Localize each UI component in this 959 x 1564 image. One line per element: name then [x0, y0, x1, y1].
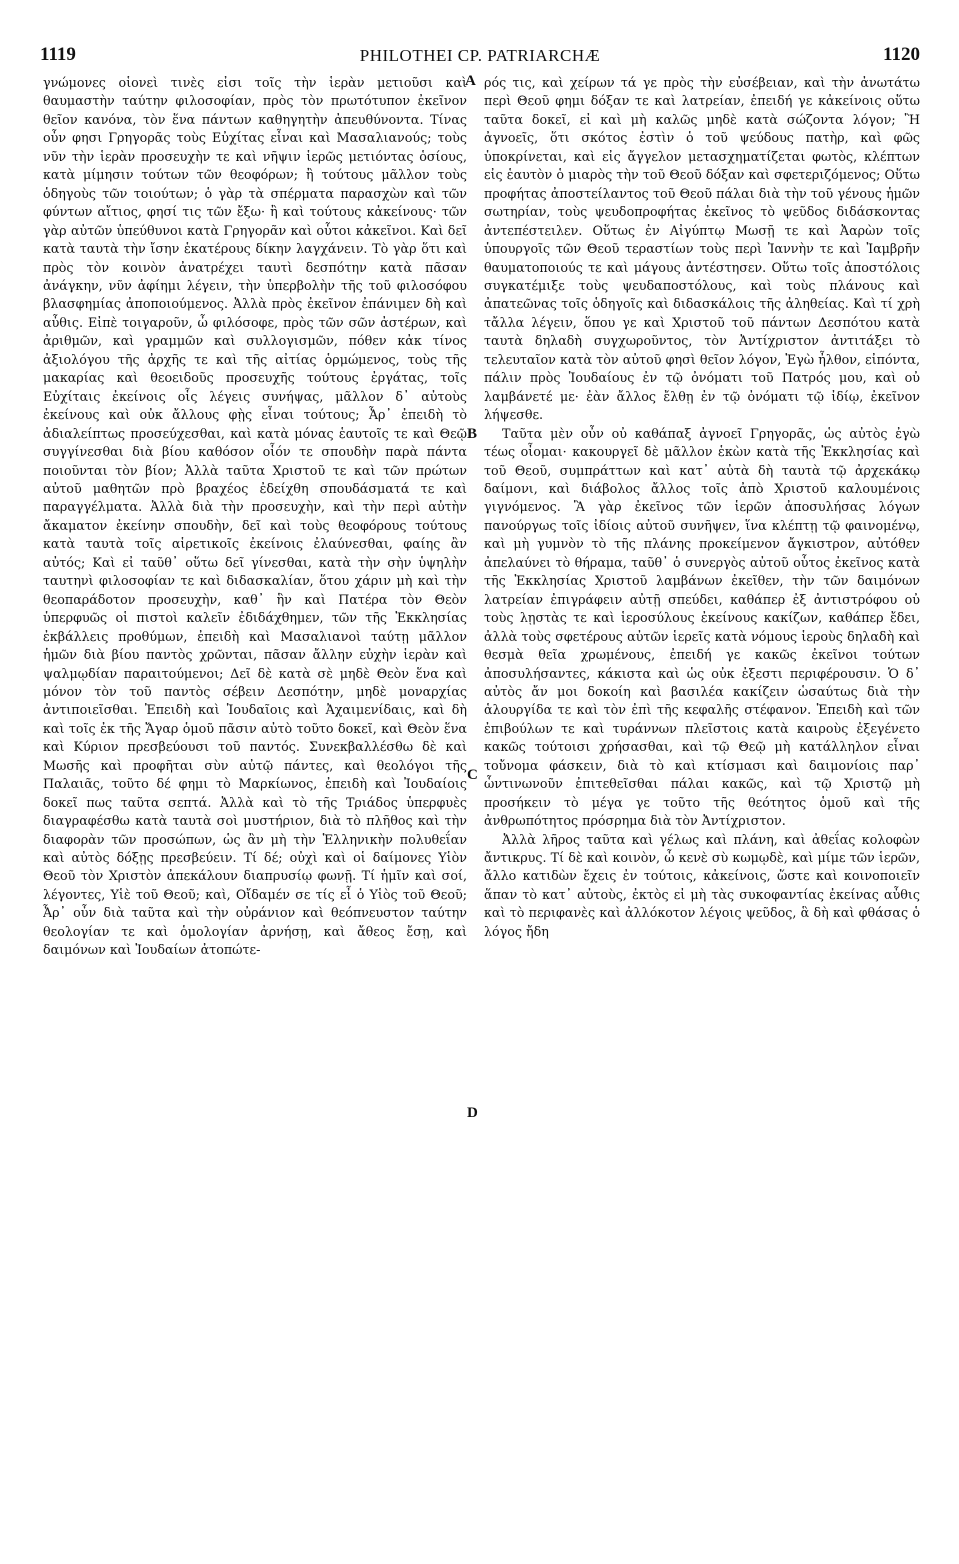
section-marker-b: B: [467, 426, 478, 442]
left-column: [43, 74, 467, 1534]
page-header: [40, 44, 920, 70]
left-paragraph: γνώμονες οἱονεὶ τινὲς εἰσι τοῖς τὴν ἱερὰν μετιοῦσι καὶ θαυμαστὴν ταύτην φιλοσοφίαν, πρὸς τὸν πρωτότυπον ἐκεῖνον θεῖον κανόνα, τὸν ἕνα πάντων καθηγητὴν ἀπευθύνοντα. Τίνας οὖν φησι Γρηγορᾶς τοὺς Εὐχίτας εἶναι καὶ Μασαλιανούς; τοὺς νῦν τὴν ἱερὰν προσευχὴν τε καὶ νῆψιν ἱερῶς μετιόντας ὁσίους, κατὰ μίμησιν τούτων τῶν θεοφόρων; ἢ τούτους μᾶλλον τοὺς ὁδηγοὺς τῶν τοιούτων; ὁ γὰρ τὰ σπέρματα παρασχὼν καὶ τῶν φύντων αἴτιος, φησί τις τῶν ἔξω· ἢ καὶ τούτους κἀκείνους· τῶν γὰρ αὐτῶν ὑπεύθυνοι κατὰ Γρηγορᾶν καὶ οὗτοι κἀκεῖνοι. Καὶ δεῖ κατὰ ταυτὰ τὴν ἴσην ἑκατέρους δίκην λαγχάνειν. Τὸ γὰρ ὅτι καὶ πρὸς τὸν κοινὸν ἀνατρέχει ταυτὶ δεσπότην κατὰ πᾶσαν ἀνάγκην, νῦν ἀφίημι λέγειν, τὴν ὑπερβολὴν τῆς τοῦ φιλοσόφου βλασφημίας ἀποποιούμενος. Ἀλλὰ πρὸς ἐκεῖνον ἐπάνιμεν δὴ καὶ αὖθις. Εἰπὲ τοιγαροῦν, ὦ φιλόσοφε, πρὸς τῶν σῶν ἀστέρων, καὶ ἀριθμῶν, καὶ γραμμῶν καὶ συλλογισμῶν, πόθεν κἀκ τίνος ἀξιολόγου τῆς ἀρχῆς τε καὶ τῆς αἰτίας ὁρμώμενος, τοὺς τῆς μακαρίας καὶ θεοειδοῦς προσευχῆς τούτους ἐργάτας, τοῖς Εὐχίταις ἐκείνοις οἷς λέγεις συνήψας, μᾶλλον δ᾽ αὐτοὺς ἐκείνους καὶ οὐκ ἄλλους φῂς εἶναι τούτους; Ἆρ᾽ ἐπειδὴ τὸ ἀδιαλείπτως προσεύχεσθαι, καὶ κατὰ μόνας ἑαυτοῖς τε καὶ Θεῷ συγγίνεσθαι διὰ βίου καθόσον οἷόν τε σπουδὴν παρὰ πάντα ποιοῦνται τὸν βίον; Ἀλλὰ ταῦτα Χριστοῦ τε καὶ τῶν πρώτων αὐτοῦ μαθητῶν πρὸ βραχέος ἐδείχθη σπουδάσματά τε καὶ παραγγέλματα. Ἀλλὰ διὰ τὴν προσευχὴν, καὶ τὴν περὶ αὐτὴν ἄκαματον ἐκείνην σπουδὴν, δεῖ καὶ τοὺς θεοφόρους τούτους κατὰ ταυτὰ τοῖς αἱρετικοῖς ἐκείνοις ἐλαύνεσθαι, φαίης ἂν αὐτός; Καὶ εἰ ταῦθ᾽ οὕτω δεῖ γίνεσθαι, κατὰ τὴν σὴν ὑψηλὴν ταυτηνὶ φιλοσοφίαν τε καὶ διδασκαλίαν, ὅτου χάριν μὴ καὶ τὴν θεοπαράδοτον προσευχὴν, καθ᾽ ἣν καὶ Πατέρα τὸν Θεὸν ὑπερφυῶς οἱ πιστοὶ καλεῖν ἐδιδάχθημεν, τῶν τῆς Ἐκκλησίας ἐκβάλλεις προθύμων, ἐπειδὴ καὶ Μασαλιανοὶ ταύτῃ μᾶλλον ἡμῶν διὰ βίου παντὸς χρῶνται, πᾶσαν ἄλλην εὐχὴν ἱερὰν καὶ ψαλμῳδίαν παραιτούμενοι; Δεῖ δὲ κατὰ σὲ μηδὲ Θεὸν ἕνα καὶ μόνον τὸν τοῦ παντὸς σέβειν Δεσπότην, μηδὲ μοναρχίας ἀντιποιεῖσθαι. Ἐπειδὴ καὶ Ἰουδαῖοις καὶ Ἀχαιμενίδαις, καὶ δὴ καὶ τοῖς ἐκ τῆς Ἄγαρ ὁμοῦ πᾶσιν αὐτὸ τοῦτο δοκεῖ, καὶ Θεὸν ἕνα καὶ Κύριον πρεσβεύουσι τοῦ παντός. Συνεκβαλλέσθω δὲ καὶ Μωσῆς καὶ προφῆται σὺν αὐτῷ πάντες, καὶ θεολόγοι τῆς Παλαιᾶς, τοῦτο δέ φημι τὸ Μαρκίωνος, ἐπειδὴ καὶ Ἰουδαίοις δοκεῖ πως ταῦτα σεπτά. Ἀλλὰ καὶ τὸ τῆς Τριάδος ὑπερφυὲς διαγραφέσθω κατὰ ταυτὰ σοὶ μυστήριον, διὰ τὸ πλῆθος καὶ τὴν διαφορὰν τῶν προσώπων, ὡς ἂν μὴ τὴν Ἑλληνικὴν πολυθεΐαν καὶ αὐτὸς δόξῃς πρεσβεύειν. Τί δέ; οὐχὶ καὶ οἱ δαίμονες Υἱὸν Θεοῦ τὸν Χριστὸν ἀπεκάλουν διαπρυσίῳ φωνῇ. Τί ἡμῖν καὶ σοί, λέγοντες, Υἱὲ τοῦ Θεοῦ; καὶ, Οἴδαμέν σε τίς εἶ ὁ Υἱὸς τοῦ Θεοῦ; Ἆρ᾽ οὖν διὰ ταῦτα καὶ τὴν οὐράνιον καὶ θεόπνευστον ταύτην θεολογίαν τε καὶ ὁμολογίαν ἀρνήσῃ, καὶ ἄθεος ἔσῃ, καὶ δαιμόνων καὶ Ἰουδαίων ἀτοπώτε-: [43, 75, 467, 958]
section-marker-c: C: [467, 767, 478, 783]
right-column: [484, 74, 920, 1534]
section-marker-d: D: [467, 1105, 478, 1121]
right-paragraph: Ἀλλὰ λῆρος ταῦτα καὶ γέλως καὶ πλάνη, καὶ ἀθεΐας κολοφὼν ἄντικρυς. Τί δὲ καὶ κοινὸν, ὦ κενὲ σὺ κωμῳδὲ, καὶ μίμε τῶν ἱερῶν, ἄλλο κατιδὼν ἔχεις ἐν τούτοις, κἀκείνοις, ὥστε καὶ κοινοποιεῖν ἅπαν τὸ κατ᾽ αὐτοὺς, ἐκτὸς εἰ μὴ τὰς συκοφαντίας ἐκείνας αὖθις καὶ τὸ περιφανὲς καὶ ἀλλόκοτον λέγοις ψεῦδος, ἃ δὴ καὶ φθάσας ὁ λόγος ἤδη: [484, 831, 920, 939]
running-title: PHILOTHEI CP. PATRIARCHÆ: [359, 46, 601, 65]
right-paragraph: Ταῦτα μὲν οὖν οὐ καθάπαξ ἀγνοεῖ Γρηγορᾶς, ὡς αὐτὸς ἐγὼ τέως οἶομαι· κακουργεῖ δὲ μᾶλλον ἑκὼν κατὰ τῆς Ἐκκλησίας καὶ τοῦ Θεοῦ, συμπράττων καὶ κατ᾽ αὐτὰ δὴ ταυτὰ τῷ ἀρχεκάκῳ δαίμονι, καὶ διάβολος ἄλλος τοῖς ἀπὸ Χριστοῦ καλουμένοις γιγνόμενος. Ἃ γὰρ ἐκεῖνος τῶν ἱερῶν ἀποσυλήσας λόγων πανούργως τοῖς ἰδίοις αὐτοῦ συνῆψεν, ἵνα κλέπτῃ τῷ φαινομένῳ, καὶ μὴ γυμνὸν τὸ τῆς πλάνης προκείμενον ἄγκιστρον, αὐτόθεν ἀπελαύνει τὸ θήραμα, ταῦθ᾽ ὁ συνεργὸς αὐτοῦ οὗτος ἐκεῖνος κατὰ τῆς Ἐκκλησίας Χριστοῦ λαμβάνων ἐκεῖθεν, τὴν τῶν δαιμόνων λατρείαν ἐπιγράφειν αὐτῇ σπεύδει, καθάπερ ἐξ ἀντιστρόφου οὐ τοὺς λῃστὰς τε καὶ ἱεροσύλους ἐκείνους κακίζων, καθάπερ ἔδει, ἀλλὰ τοὺς σφετέρους αὐτῶν ἱερεῖς κατὰ νόμους ἱεροὺς δηλαδὴ καὶ θεσμὰ θεῖα χρωμένους, ἐπειδή γε κακῶς ἐκεῖνοι τούτων ἀποσυλήσαντες, κάκιστα καὶ ὡς οὐκ ἐξεστι περιφέρουσιν. Ὁ δ᾽ αὐτὸς ἄν μοι δοκοίη καὶ βασιλέα κακίζειν ὡσαύτως διὰ τὴν ἁλουργίδα τε καὶ τὸν ἐπὶ τῆς κεφαλῆς στέφανον. Ἐπειδὴ καὶ τῶν ἐπιβούλων τε καὶ τυράννων πλεῖστοις κατὰ καιροὺς ἐξεγένετο κακῶς τούτοισι χρήσασθαι, καὶ τῷ Θεῷ μὴ κατάλληλον εἶναι τοὔνομα φάσκειν, διὰ τὸ καὶ κτίσμασι καὶ δαιμονίοις παρ᾽ ὧντινωνοῦν ἐπιτεθεῖσθαι πάλαι κακῶς, καὶ τῷ Χριστῷ μὴ προσήκειν τὸ μέγα γε τοῦτο τῆς θεότητος ὁμοῦ καὶ τῆς ἀνθρωπότητος πρόσρημα διὰ τὸν Ἀντίχριστον.: [484, 425, 920, 829]
section-marker-a: A: [465, 73, 476, 89]
right-paragraph: ρός τις, καὶ χείρων τά γε πρὸς τὴν εὐσέβειαν, καὶ τὴν ἀνωτάτω περὶ Θεοῦ φημι δόξαν τε καὶ λατρείαν, ἐπειδή γε κἀκείνοις οὕτω ταῦτα δοκεῖ, εἰ καὶ μὴ καλῶς μηδὲ κατὰ σώζοντα λόγον; Ἢ ἀγνοεῖς, ὅτι σκότος ἐστὶν ὁ τοῦ ψεύδους πατὴρ, καὶ φῶς ὑποκρίνεται, καὶ εἰς ἄγγελον μετασχηματίζεται φωτὸς, κλέπτων εἰς ἑαυτὸν ὁ μιαρὸς τὴν τοῦ Θεοῦ δόξαν καὶ σφετεριζόμενος; Οὕτω προφήτας ἀποστείλαντος τοῦ Θεοῦ πάλαι διὰ τὴν τοῦ γένους ἡμῶν σωτηρίαν, τοὺς ψευδοπροφήτας ἐκεῖνος τὸ ψεῦδος διδάσκοντας ἀντεπέστειλεν. Οὕτως ἐν Αἰγύπτῳ Μωσῇ τε καὶ Ἀαρὼν τοῖς ὑπουργοῖς τῶν Θεοῦ τεραστίων τοὺς περὶ Ἰαννὴν τε καὶ Ἰαμβρῆν θαυματοποιούς τε καὶ μάγους ἀντέστησεν. Οὕτω τοῖς ἀποστόλοις συγκατέμιξε τοὺς ψευδαποστόλους, καὶ τοὺς πλάνους καὶ ἀπατεῶνας τοῖς ὁδηγοῖς καὶ διδασκάλοις τῆς ἀληθείας. Καὶ τί χρὴ τἄλλα λέγειν, ὅπου γε καὶ Χριστοῦ τοῦ πάντων Δεσπότου κατὰ ταυτὰ δηλαδὴ συγχωροῦντος, τὸν Ἀντίχριστον ἀντιτάξει τὸ τελευταῖον κατὰ τὸν αὐτοῦ φησὶ θεῖον λόγον, Ἐγὼ ἦλθον, εἰπόντα, πάλιν πρὸς Ἰουδαίους ἐν τῷ ὀνόματι τοῦ Πατρός μου, καὶ οὐ λαμβάνετέ με· ἐὰν ἄλλος ἔλθῃ ἐν τῷ ὀνόματι τῷ ἰδίῳ, ἐκεῖνον λήψεσθε.: [484, 75, 920, 423]
page-number-right: 1120: [883, 44, 920, 65]
page-number-left: 1119: [40, 44, 76, 65]
